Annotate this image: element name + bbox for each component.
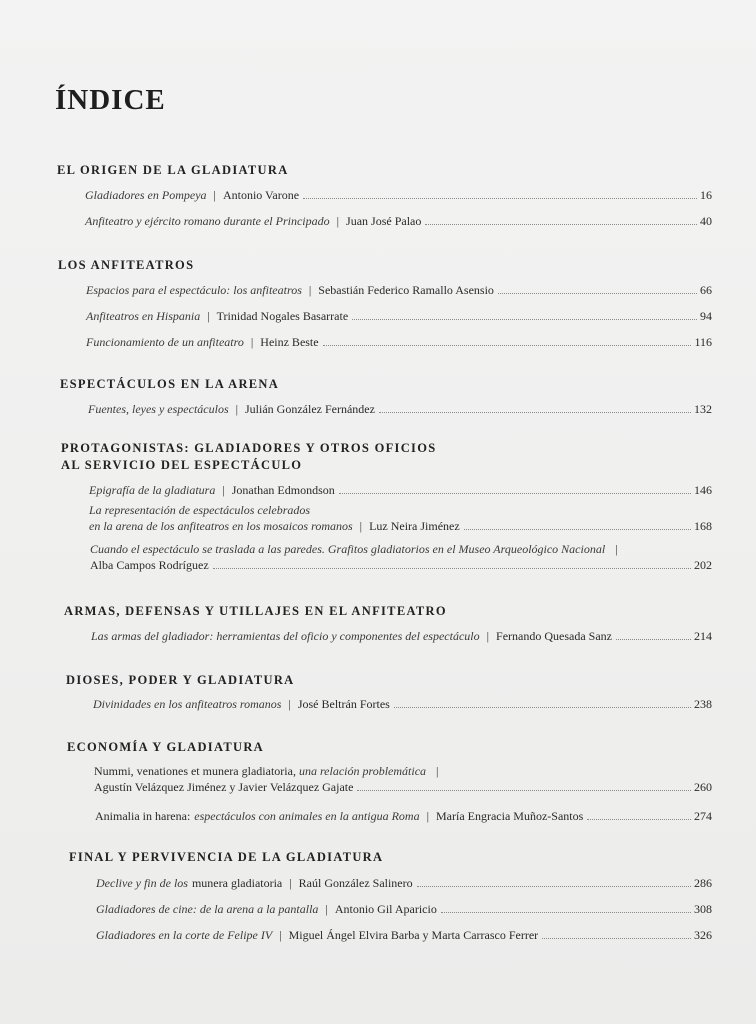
dot-leader xyxy=(417,886,691,887)
section-title-line: PROTAGONISTAS: GLADIADORES Y OTROS OFICIOS xyxy=(61,441,437,455)
entry-page: 260 xyxy=(694,780,712,794)
entry-work: Gladiadores en la corte de Felipe IV xyxy=(96,928,273,942)
entry-page: 16 xyxy=(700,188,712,202)
entry-work: Gladiadores de cine: de la arena a la pantalla xyxy=(96,902,319,916)
separator: | xyxy=(486,629,490,643)
toc-entry[interactable] xyxy=(86,282,712,298)
entry-author: Juan José Palao xyxy=(346,214,422,228)
toc-entry[interactable] xyxy=(96,927,712,943)
entry-work: Anfiteatro y ejército romano durante el Principado xyxy=(85,214,330,228)
separator: | xyxy=(615,542,618,556)
separator: | xyxy=(222,483,225,497)
section-title: EL ORIGEN DE LA GLADIATURA xyxy=(57,163,289,177)
entry-work-line: La representación de espectáculos celebrados xyxy=(89,503,311,517)
entry-page: 94 xyxy=(700,309,712,323)
entry-work: Fuentes, leyes y espectáculos xyxy=(88,402,229,416)
page-title: ÍNDICE xyxy=(55,84,166,116)
dot-leader xyxy=(323,345,692,346)
toc-entry[interactable] xyxy=(86,308,712,324)
dot-leader xyxy=(587,819,691,820)
separator: | xyxy=(288,697,291,711)
dot-leader xyxy=(498,293,697,294)
entry-page: 274 xyxy=(694,809,712,823)
entry-author: José Beltrán Fortes xyxy=(297,697,390,711)
dot-leader xyxy=(441,912,691,913)
entry-page: 132 xyxy=(694,402,712,416)
entry-page: 168 xyxy=(694,519,712,533)
entry-page: 116 xyxy=(694,335,712,349)
section-title: ECONOMÍA Y GLADIATURA xyxy=(67,740,264,754)
section-title: DIOSES, PODER Y GLADIATURA xyxy=(66,673,295,687)
entry-work-italic: Declive y fin de los xyxy=(96,876,188,890)
entry-author: Jonathan Edmondson xyxy=(231,483,335,497)
dot-leader xyxy=(379,412,691,413)
dot-leader xyxy=(357,790,691,791)
separator: | xyxy=(289,876,292,890)
separator: | xyxy=(426,809,429,823)
toc-entry[interactable] xyxy=(93,696,712,712)
toc-entry[interactable] xyxy=(95,808,712,824)
dot-leader xyxy=(394,707,691,708)
section-title: ARMAS, DEFENSAS Y UTILLAJES EN EL ANFITEATRO xyxy=(64,604,447,618)
entry-work: Epigrafía de la gladiatura xyxy=(89,483,216,497)
entry-author: Julián González Fernández xyxy=(245,402,375,416)
entry-author: Heinz Beste xyxy=(260,335,319,349)
separator: | xyxy=(235,402,239,416)
dot-leader xyxy=(464,529,691,530)
entry-work: Cuando el espectáculo se traslada a las paredes. Grafitos gladiatorios en el Museo Arqueológico Nacional xyxy=(90,542,606,556)
separator: | xyxy=(336,214,340,228)
entry-work-row xyxy=(90,541,712,557)
dot-leader xyxy=(542,938,691,939)
entry-work-line: en la arena de los anfiteatros en los mosaicos romanos xyxy=(89,519,353,533)
entry-work-italic: una relación problemática xyxy=(298,764,427,778)
toc-entry[interactable] xyxy=(94,763,712,795)
entry-author: Sebastián Federico Ramallo Asensio xyxy=(318,283,494,297)
entry-author: Luz Neira Jiménez xyxy=(369,519,460,533)
separator: | xyxy=(308,283,312,297)
entry-work-italic: espectáculos con animales en la antigua Roma xyxy=(194,809,420,823)
entry-page: 146 xyxy=(694,483,712,497)
dot-leader xyxy=(339,493,691,494)
section-title: ESPECTÁCULOS EN LA ARENA xyxy=(60,377,280,391)
entry-author: Raúl González Salinero xyxy=(298,876,413,890)
entry-page: 286 xyxy=(694,876,712,890)
entry-work: Funcionamiento de un anfiteatro xyxy=(86,335,244,349)
entry-page: 66 xyxy=(700,283,712,297)
entry-page: 308 xyxy=(694,902,712,916)
toc-entry[interactable] xyxy=(91,628,712,644)
separator: | xyxy=(207,309,210,323)
toc-entry[interactable] xyxy=(96,901,712,917)
separator: | xyxy=(436,764,439,778)
section-title: LOS ANFITEATROS xyxy=(58,258,195,272)
entry-work: Gladiadores en Pompeya xyxy=(85,188,207,202)
section-title: FINAL Y PERVIVENCIA DE LA GLADIATURA xyxy=(69,850,384,864)
entry-work-plain: munera gladiatoria xyxy=(191,876,283,890)
entry-author: Trinidad Nogales Basarrate xyxy=(216,309,349,323)
toc-entry[interactable] xyxy=(89,502,712,534)
dot-leader xyxy=(213,568,691,569)
entry-author: Agustín Velázquez Jiménez y Javier Velázquez Gajate xyxy=(94,780,354,794)
dot-leader xyxy=(425,224,697,225)
entry-author: Antonio Varone xyxy=(222,188,300,202)
toc-entry[interactable] xyxy=(96,875,712,891)
toc-entry[interactable] xyxy=(88,401,712,417)
toc-entry[interactable] xyxy=(89,482,712,498)
entry-work: Las armas del gladiador: herramientas del oficio y componentes del espectáculo xyxy=(91,629,480,643)
entry-work: Divinidades en los anfiteatros romanos xyxy=(93,697,282,711)
separator: | xyxy=(279,928,282,942)
entry-page: 326 xyxy=(694,928,712,942)
entry-page: 214 xyxy=(694,629,712,643)
toc-entry[interactable] xyxy=(90,541,712,573)
separator: | xyxy=(359,519,363,533)
dot-leader xyxy=(303,198,697,199)
entry-author: Miguel Ángel Elvira Barba y Marta Carrasco Ferrer xyxy=(288,928,539,942)
section-title-line: AL SERVICIO DEL ESPECTÁCULO xyxy=(61,458,303,472)
toc-entry[interactable] xyxy=(85,187,712,203)
entry-author: Antonio Gil Aparicio xyxy=(334,902,437,916)
entry-page: 40 xyxy=(700,214,712,228)
separator: | xyxy=(213,188,216,202)
separator: | xyxy=(250,335,254,349)
toc-entry[interactable] xyxy=(85,213,712,229)
entry-work: Espacios para el espectáculo: los anfiteatros xyxy=(86,283,302,297)
entry-work-row xyxy=(94,763,712,779)
toc-entry[interactable] xyxy=(86,334,712,350)
entry-work-plain: Animalia in harena: xyxy=(95,809,191,823)
entry-page: 202 xyxy=(694,558,712,572)
dot-leader xyxy=(352,319,697,320)
entry-work-plain: Nummi, venationes et munera gladiatoria, xyxy=(94,764,296,778)
entry-page: 238 xyxy=(694,697,712,711)
entry-author: Fernando Quesada Sanz xyxy=(496,629,612,643)
entry-work: Anfiteatros en Hispania xyxy=(86,309,201,323)
section-title xyxy=(61,440,437,474)
dot-leader xyxy=(616,639,691,640)
entry-author: Alba Campos Rodríguez xyxy=(90,558,209,572)
entry-author: María Engracia Muñoz-Santos xyxy=(436,809,584,823)
separator: | xyxy=(325,902,328,916)
